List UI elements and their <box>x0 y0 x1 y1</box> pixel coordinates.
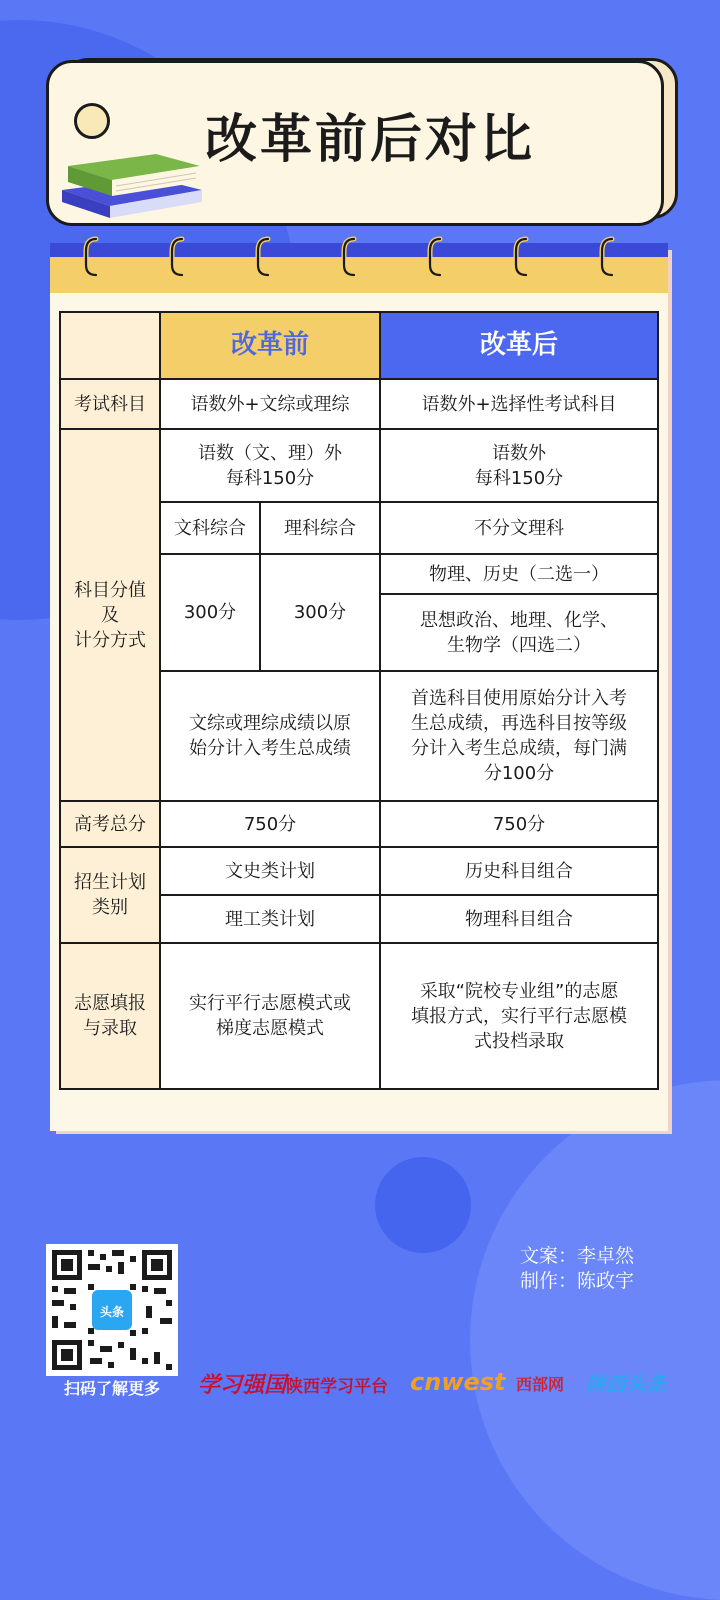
circle-icon <box>74 103 110 139</box>
science-score: 300分 <box>260 554 380 671</box>
cell-line: 生物学（四选二） <box>447 634 592 656</box>
scoring-method-after <box>380 671 658 801</box>
header-before: 改革前 <box>160 312 380 379</box>
credit-designer: 制作：陈政宇 <box>520 1270 635 1292</box>
row-label-enrollment <box>60 847 160 943</box>
cell-line: 文综或理综成绩以原 <box>189 713 351 734</box>
core-subjects-before <box>160 429 380 502</box>
toutiao-logo: 陕西头条 <box>586 1372 666 1396</box>
choose-one-subjects: 物理、历史（二选一） <box>380 554 658 594</box>
cell-line: 始分计入考生总成绩 <box>189 738 351 759</box>
enrollment-before-1: 文史类计划 <box>160 847 380 895</box>
cell-line: 首选科目使用原始分计入考 <box>411 688 628 709</box>
cell-line: 语数外 <box>492 442 547 464</box>
choose-two-subjects <box>380 594 658 671</box>
spiral-rings <box>50 225 668 285</box>
application-before <box>160 943 380 1089</box>
cell-line: 生总成绩，再选科目按等级 <box>411 713 628 734</box>
liberal-arts-comprehensive: 文科综合 <box>160 502 260 554</box>
xuexi-platform-name: 陕西学习平台 <box>286 1377 388 1397</box>
table-row <box>60 379 658 429</box>
cell-line: 每科150分 <box>474 467 564 489</box>
cnwest-logo: cnwest <box>410 1368 506 1396</box>
cell-line: 实行平行志愿模式或 <box>189 993 351 1014</box>
enrollment-after-1: 历史科目组合 <box>380 847 658 895</box>
table-header-row <box>60 312 658 379</box>
table-row <box>60 847 658 895</box>
application-after <box>380 943 658 1089</box>
qr-badge: 头条 <box>99 1305 124 1319</box>
science-comprehensive: 理科综合 <box>260 502 380 554</box>
cell-line: 采取“院校专业组”的志愿 <box>419 980 619 1002</box>
row-label-exam-subjects: 考试科目 <box>60 379 160 429</box>
cell-line: 梯度志愿模式 <box>216 1018 324 1039</box>
row-label-scoring <box>60 429 160 801</box>
table-row <box>60 429 658 502</box>
row-label-line: 招生计划 <box>74 872 146 893</box>
books-icon <box>58 148 208 220</box>
cell-line: 语数（文、理）外 <box>198 442 342 464</box>
partner-logos <box>198 1360 678 1404</box>
total-score-before: 750分 <box>160 801 380 847</box>
cell-line: 思想政治、地理、化学、 <box>420 609 619 631</box>
row-label-line: 类别 <box>92 897 128 918</box>
background-dot <box>375 1157 471 1253</box>
row-label-line: 科目分值 <box>74 579 146 601</box>
enrollment-before-2: 理工类计划 <box>160 895 380 943</box>
cnwest-name: 西部网 <box>516 1375 565 1394</box>
qr-caption: 扫码了解更多 <box>63 1379 160 1398</box>
exam-subjects-after: 语数外+选择性考试科目 <box>380 379 658 429</box>
row-label-total-score: 高考总分 <box>60 801 160 847</box>
row-label-application <box>60 943 160 1089</box>
row-label-line: 计分方式 <box>74 629 146 651</box>
exam-subjects-before: 语数外+文综或理综 <box>160 379 380 429</box>
table-corner-cell <box>60 312 160 379</box>
row-label-line: 及 <box>101 604 119 626</box>
xuexi-logo: 学习强国 <box>198 1373 287 1398</box>
page-title: 改革前后对比 <box>205 110 536 170</box>
cell-line: 分计入考生总成绩，每门满 <box>411 738 628 759</box>
cell-line: 填报方式，实行平行志愿模 <box>411 1005 628 1027</box>
background-blob <box>470 1080 720 1600</box>
no-division-note: 不分文理科 <box>380 502 658 554</box>
cell-line: 分100分 <box>483 763 555 784</box>
liberal-arts-score: 300分 <box>160 554 260 671</box>
credit-copywriter: 文案：李卓然 <box>520 1245 635 1267</box>
total-score-after: 750分 <box>380 801 658 847</box>
core-subjects-after <box>380 429 658 502</box>
credits <box>520 1244 680 1294</box>
scoring-method-before <box>160 671 380 801</box>
table-row <box>60 943 658 1089</box>
row-label-line: 与录取 <box>83 1018 137 1039</box>
enrollment-after-2: 物理科目组合 <box>380 895 658 943</box>
cell-line: 式投档录取 <box>474 1030 565 1052</box>
header-after: 改革后 <box>380 312 658 379</box>
cell-line: 每科150分 <box>225 467 315 489</box>
row-label-line: 志愿填报 <box>74 993 146 1014</box>
comparison-table <box>59 311 659 1090</box>
table-row <box>60 801 658 847</box>
